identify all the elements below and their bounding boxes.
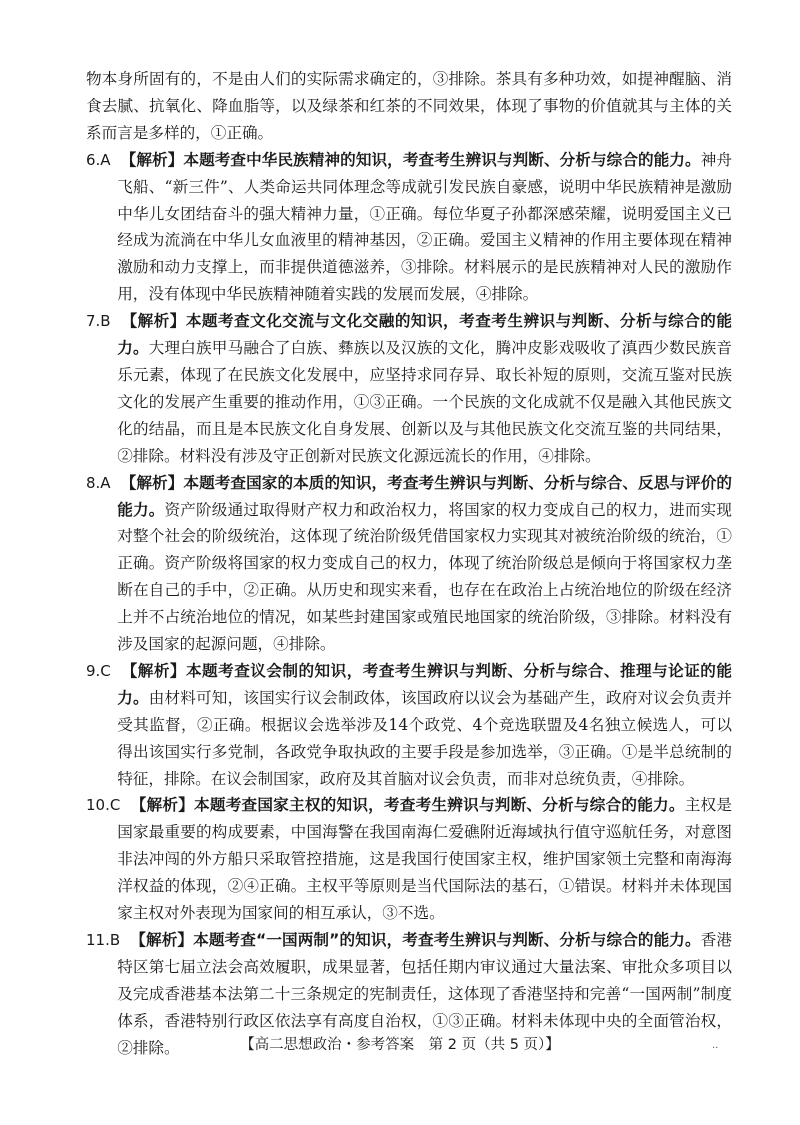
analysis-lead: 本题考查国家主权的知识，考查考生辨识与判断、分析与综合的能力。 (194, 796, 685, 815)
analysis-tag: 【解析】 (120, 150, 184, 169)
answer-item-6 (86, 147, 732, 308)
analysis-lead: 本题考查国家的本质的知识，考查考生辨识与判断、分析与综合、反思与评价的能力。 (117, 473, 732, 519)
analysis-lead: 本题考查文化交流与文化交融的知识，考查考生辨识与判断、分析与综合的能力。 (117, 312, 732, 358)
answer-item-9 (86, 658, 732, 793)
analysis-body: 资产阶级通过取得财产权力和政治权力，将国家的权力变成自己的权力，进而实现对整个社会的阶级统治，这体现了统治阶级凭借国家权力实现其对被统治阶级的统治，①正确。资产阶级将国家的权力变成自己的权力，体现了统治阶级总是倾向于将国家权力垄断在自己的手中，②正确。从历史和现实来看，也存在在政治上占统治地位的阶级在经济上并不占统治地位的情况，如某些封建国家或殖民地国家的统治阶级，③排除。材料没有涉及国家的起源问题，④排除。 (117, 500, 732, 654)
page-footer: 【高二思想政治・参考答案 第 2 页（共 5 页）】 (240, 1037, 560, 1053)
analysis-lead: 本题考查中华民族精神的知识，考查考生辨识与判断、分析与综合的能力。 (183, 150, 701, 169)
answer-content (86, 66, 732, 1062)
analysis-tag: 【解析】 (130, 796, 195, 815)
analysis-body: 香港特区第七届立法会高效履职，成果显著，包括任期内审议通过大量法案、审批众多项目以及完成香港基本法第二十三条规定的宪制责任，这体现了香港坚持和完善“一国两制”制度体系，香港特别行政区依法享有高度自治权，①③正确。材料未体现中央的全面管治权，②排除。 (117, 931, 732, 1057)
answer-number: 6.A (86, 150, 111, 169)
analysis-tag: 【解析】 (121, 312, 186, 331)
analysis-lead: 本题考查议会制的知识，考查考生辨识与判断、分析与综合、推理与论证的能力。 (117, 661, 732, 707)
answer-item-7 (86, 308, 732, 469)
answer-number: 10.C (86, 796, 121, 815)
analysis-body: 大理白族甲马融合了白族、彝族以及汉族的文化，腾冲皮影戏吸收了滇西少数民族音乐元素，体现了在民族文化发展中，应坚持求同存异、取长补短的原则，交流互鉴对民族文化的发展产生重要的推动作用，①③正确。一个民族的文化成就不仅是融入其他民族文化的结晶，而且是本民族文化自身发展、创新以及与其他民族文化交流互鉴的共同结果，②排除。材料没有涉及守正创新对民族文化源远流长的作用，④排除。 (117, 339, 732, 465)
answer-item-8 (86, 470, 732, 658)
answer-item-10 (86, 792, 732, 927)
answer-number: 7.B (86, 312, 111, 331)
analysis-tag: 【解析】 (130, 931, 194, 949)
answer-number: 11.B (86, 931, 121, 949)
corner-mark: ·· (712, 1043, 719, 1054)
analysis-body: 由材料可知，该国实行议会制政体，该国政府以议会为基础产生，政府对议会负责并受其监督，②正确。根据议会选举涉及14个政党、4个竞选联盟及4名独立候选人，可以得出该国实行多党制，各政党争取执政的主要手段是参加选举，③正确。①是半总统制的特征，排除。在议会制国家，政府及其首脑对议会负责，而非对总统负责，④排除。 (117, 688, 732, 788)
answer-number: 9.C (86, 661, 111, 680)
answer-number: 8.A (86, 473, 111, 492)
continued-paragraph: 物本身所固有的，不是由人们的实际需求确定的，③排除。茶具有多种功效，如提神醒脑、消食去腻、抗氧化、降血脂等，以及绿茶和红茶的不同效果，体现了事物的价值就其与主体的关系而言是多样的，①正确。 (86, 70, 732, 142)
analysis-tag: 【解析】 (120, 473, 184, 492)
analysis-body: 主权是国家最重要的构成要素，中国海警在我国南海仁爱礁附近海域执行值守巡航任务，对意图非法冲闯的外方船只采取管控措施，这是我国行使国家主权，维护国家领土完整和南海海洋权益的体现，②④正确。主权平等原则是当代国际法的基石，①错误。材料并未体现国家主权对外表现为国家间的相互承认，③不选。 (117, 796, 732, 923)
analysis-tag: 【解析】 (121, 661, 186, 680)
analysis-lead: 本题考查“一国两制”的知识，考查考生辨识与判断、分析与综合的能力。 (193, 931, 701, 949)
analysis-body: 神舟飞船、“新三件”、人类命运共同体理念等成就引发民族自豪感，说明中华民族精神是激励中华儿女团结奋斗的强大精神力量，①正确。每位华夏子孙都深感荣耀，说明爱国主义已经成为流淌在中华儿女血液里的精神基因，②正确。爱国主义精神的作用主要体现在精神激励和动力支撑上，而非提供道德滋养，③排除。材料展示的是民族精神对人民的激励作用，没有体现中华民族精神随着实践的发展而发展，④排除。 (117, 150, 732, 304)
